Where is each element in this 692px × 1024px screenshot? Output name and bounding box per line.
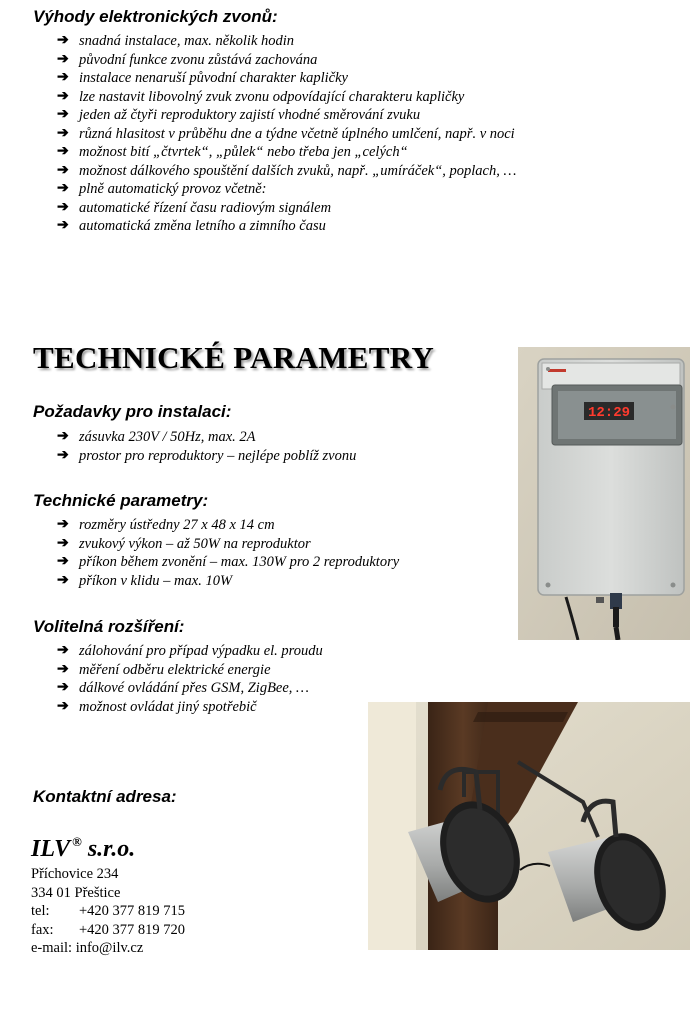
list-item-text: zvukový výkon – až 50W na reproduktor bbox=[79, 535, 311, 552]
arrow-bullet-icon: ➔ bbox=[57, 572, 69, 588]
speakers-photo bbox=[368, 702, 690, 950]
list-item bbox=[57, 535, 399, 554]
control-unit-photo bbox=[518, 347, 690, 640]
contact-heading: Kontaktní adresa: bbox=[33, 787, 177, 806]
list-item bbox=[57, 88, 516, 107]
arrow-bullet-icon: ➔ bbox=[57, 181, 69, 196]
list-item bbox=[57, 661, 323, 680]
arrow-bullet-icon: ➔ bbox=[57, 517, 69, 532]
list-item bbox=[57, 106, 516, 125]
list-item-text: automatická změna letního a zimního času bbox=[79, 218, 326, 234]
contact-address bbox=[31, 865, 185, 958]
list-item bbox=[57, 572, 399, 591]
fax-label: fax: bbox=[31, 921, 54, 938]
arrow-bullet-icon: ➔ bbox=[57, 144, 69, 159]
list-item bbox=[57, 69, 516, 88]
email-label: e-mail: bbox=[31, 940, 73, 956]
fax-value: +420 377 819 720 bbox=[79, 921, 186, 938]
list-item bbox=[57, 199, 516, 218]
list-item-text: původní funkce zvonu zůstává zachována bbox=[79, 51, 318, 68]
requirements-heading: Požadavky pro instalaci: bbox=[33, 402, 232, 421]
list-item bbox=[57, 679, 323, 698]
list-item-text: různá hlasitost v průběhu dne a týdne včetně úplného umlčení, např. v noci bbox=[79, 125, 515, 142]
list-item-text: zásuvka 230V / 50Hz, max. 2A bbox=[79, 429, 256, 445]
arrow-bullet-icon: ➔ bbox=[57, 70, 69, 85]
list-item bbox=[57, 32, 516, 51]
arrow-bullet-icon: ➔ bbox=[57, 218, 69, 233]
list-item-text: příkon během zvonění – max. 130W pro 2 reproduktory bbox=[79, 554, 400, 570]
list-item bbox=[57, 428, 356, 447]
arrow-bullet-icon: ➔ bbox=[57, 199, 69, 215]
list-item-text: plně automatický provoz včetně: bbox=[79, 181, 267, 197]
optional-heading: Volitelná rozšíření: bbox=[33, 617, 185, 636]
list-item-text: příkon v klidu – max. 10W bbox=[79, 572, 233, 589]
list-item-text: možnost ovládat jiný spotřebič bbox=[79, 698, 257, 715]
phone-label: tel: bbox=[31, 903, 50, 919]
address-street: Příchovice 234 bbox=[31, 866, 119, 882]
company-name bbox=[31, 834, 135, 863]
arrow-bullet-icon: ➔ bbox=[57, 554, 69, 569]
list-item-text: zálohování pro případ výpadku el. proudu bbox=[79, 643, 323, 659]
arrow-bullet-icon: ➔ bbox=[57, 643, 69, 658]
email-value: info@ilv.cz bbox=[75, 940, 144, 956]
list-item bbox=[57, 516, 399, 535]
arrow-bullet-icon: ➔ bbox=[57, 162, 69, 178]
list-item bbox=[57, 553, 399, 572]
technical-list bbox=[57, 516, 399, 590]
display-time-text: 12:29 bbox=[587, 405, 631, 421]
list-item-text: prostor pro reproduktory – nejlépe poblíž zvonu bbox=[79, 447, 357, 464]
address-city: 334 01 Přeštice bbox=[31, 884, 121, 901]
company-name-text: ILV bbox=[31, 836, 71, 862]
list-item bbox=[57, 642, 323, 661]
arrow-bullet-icon: ➔ bbox=[57, 698, 69, 714]
arrow-bullet-icon: ➔ bbox=[57, 33, 69, 48]
email-row bbox=[31, 939, 185, 958]
list-item-text: rozměry ústředny 27 x 48 x 14 cm bbox=[79, 517, 275, 533]
company-suffix: s.r.o. bbox=[87, 836, 136, 862]
arrow-bullet-icon: ➔ bbox=[57, 447, 69, 463]
speakers-image bbox=[368, 702, 690, 950]
arrow-bullet-icon: ➔ bbox=[57, 51, 69, 67]
advantages-list bbox=[57, 32, 516, 236]
page-title: TECHNICKÉ PARAMETRY bbox=[33, 340, 435, 375]
list-item bbox=[57, 180, 516, 199]
list-item-text: možnost bití „čtvrtek“, „půlek“ nebo třeba jen „celých“ bbox=[79, 144, 408, 160]
list-item bbox=[57, 125, 516, 144]
list-item-text: lze nastavit libovolný zvuk zvonu odpovídající charakteru kapličky bbox=[79, 88, 465, 105]
list-item-text: automatické řízení času radiovým signálem bbox=[79, 199, 332, 216]
list-item-text: snadná instalace, max. několik hodin bbox=[79, 33, 295, 49]
arrow-bullet-icon: ➔ bbox=[57, 661, 69, 677]
requirements-list bbox=[57, 428, 356, 465]
arrow-bullet-icon: ➔ bbox=[57, 680, 69, 695]
phone-row bbox=[31, 902, 185, 921]
list-item bbox=[57, 447, 356, 466]
list-item bbox=[57, 51, 516, 70]
list-item-text: instalace nenaruší původní charakter kapličky bbox=[79, 70, 348, 86]
arrow-bullet-icon: ➔ bbox=[57, 535, 69, 551]
advantages-heading: Výhody elektronických zvonů: bbox=[33, 7, 278, 26]
list-item bbox=[57, 698, 323, 717]
phone-value: +420 377 819 715 bbox=[79, 903, 186, 919]
list-item-text: jeden až čtyři reproduktory zajistí vhodné směrování zvuku bbox=[79, 107, 421, 123]
list-item-text: měření odběru elektrické energie bbox=[79, 661, 271, 678]
list-item-text: dálkové ovládání přes GSM, ZigBee, … bbox=[79, 680, 309, 696]
arrow-bullet-icon: ➔ bbox=[57, 429, 69, 444]
control-unit-image bbox=[518, 347, 690, 640]
technical-heading: Technické parametry: bbox=[33, 491, 209, 510]
registered-mark: ® bbox=[72, 834, 82, 849]
list-item bbox=[57, 217, 516, 236]
list-item bbox=[57, 162, 516, 181]
fax-row bbox=[31, 921, 185, 940]
list-item-text: možnost dálkového spouštění dalších zvuků, např. „umíráček“, poplach, … bbox=[79, 162, 517, 179]
arrow-bullet-icon: ➔ bbox=[57, 125, 69, 141]
arrow-bullet-icon: ➔ bbox=[57, 88, 69, 104]
list-item bbox=[57, 143, 516, 162]
optional-list bbox=[57, 642, 323, 716]
arrow-bullet-icon: ➔ bbox=[57, 107, 69, 122]
